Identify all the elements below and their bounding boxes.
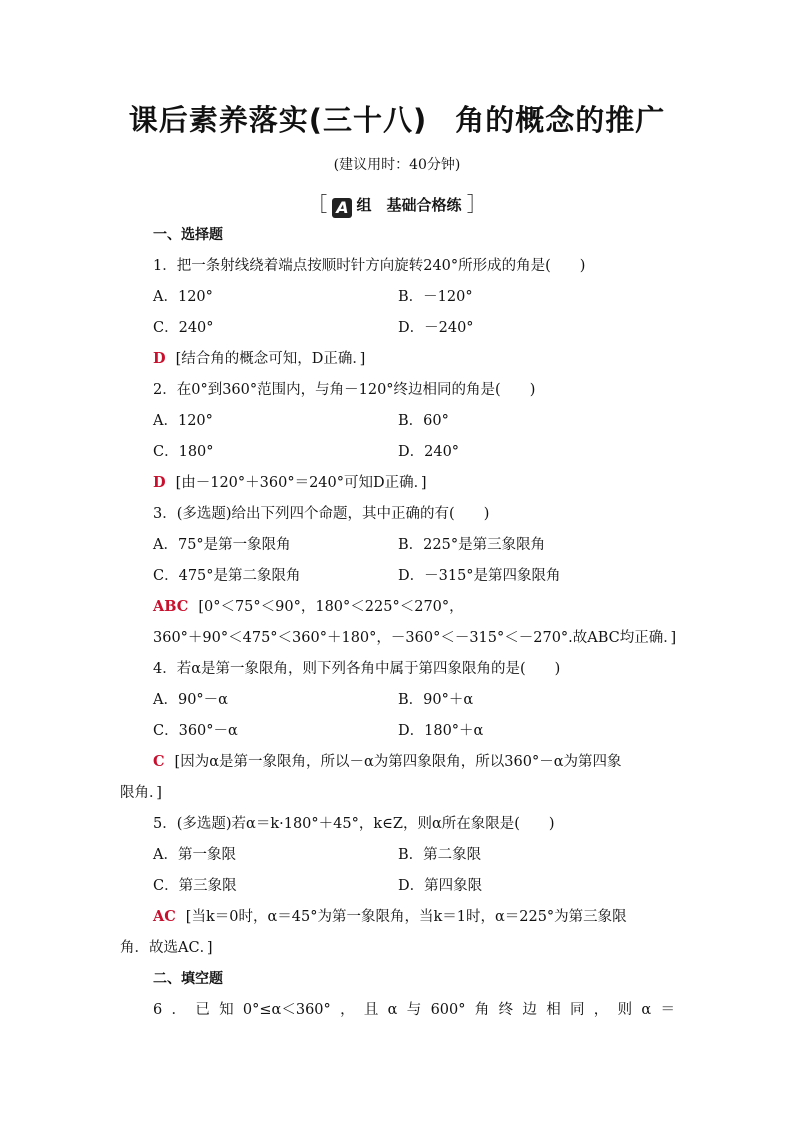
question-4-option-b: B．90°＋α xyxy=(398,692,474,708)
answer-key: ABC xyxy=(153,598,189,615)
question-5-option-d: D．第四象限 xyxy=(398,878,483,894)
question-1-answer xyxy=(153,349,365,369)
question-4-option-c: C．360°－α xyxy=(153,723,238,739)
question-5-option-a: A．第一象限 xyxy=(153,847,236,863)
question-4-stem: 4．若α是第一象限角，则下列各角中属于第四象限角的是( ) xyxy=(153,661,561,677)
question-4-option-d: D．180°＋α xyxy=(398,723,484,739)
answer-explanation: [结合角的概念可知，D正确．] xyxy=(175,351,366,367)
question-1-option-d: D．－240° xyxy=(398,320,474,336)
question-5-answer xyxy=(153,907,627,927)
question-1-option-b: B．－120° xyxy=(398,289,473,305)
answer-explanation: [因为α是第一象限角，所以－α为第四象限角，所以360°－α为第四象 xyxy=(174,754,622,770)
question-2-option-a: A．120° xyxy=(153,413,213,429)
question-2-option-c: C．180° xyxy=(153,444,214,460)
question-5-option-c: C．第三象限 xyxy=(153,878,237,894)
question-3-answer-cont: 360°＋90°＜475°＜360°＋180°，－360°＜－315°＜－270°.故ABC均正确．] xyxy=(153,630,677,646)
bracket-close: ］ xyxy=(466,192,487,216)
question-3-stem: 3．(多选题)给出下列四个命题，其中正确的有( ) xyxy=(153,506,490,522)
question-3-option-a: A．75°是第一象限角 xyxy=(153,537,291,553)
question-2-option-b: B．60° xyxy=(398,413,449,429)
answer-explanation: [由－120°＋360°＝240°可知D正确．] xyxy=(175,475,427,491)
time-note: (建议用时：40分钟) xyxy=(333,157,461,173)
title-sub: 角的概念的推广 xyxy=(455,103,666,137)
question-5-option-b: B．第二象限 xyxy=(398,847,482,863)
question-4-answer xyxy=(153,752,622,772)
answer-key: D xyxy=(153,474,166,491)
bracket-open: ［ xyxy=(307,192,328,216)
question-2-stem: 2．在0°到360°范围内，与角－120°终边相同的角是( ) xyxy=(153,382,536,398)
question-3-answer xyxy=(153,597,464,617)
question-5-stem: 5．(多选题)若α＝k·180°＋45°，k∈Z，则α所在象限是( ) xyxy=(153,816,555,832)
question-4-option-a: A．90°－α xyxy=(153,692,228,708)
question-1-option-a: A．120° xyxy=(153,289,213,305)
question-1-option-c: C．240° xyxy=(153,320,214,336)
group-badge: A xyxy=(332,198,352,218)
question-3-option-d: D．－315°是第四象限角 xyxy=(398,568,561,584)
question-1-stem: 1．把一条射线绕着端点按顺时针方向旋转240°所形成的角是( ) xyxy=(153,258,586,274)
section-heading-fill: 二、填空题 xyxy=(153,971,223,987)
answer-explanation: [当k＝0时，α＝45°为第一象限角，当k＝1时，α＝225°为第三象限 xyxy=(185,909,627,925)
answer-explanation: [0°＜75°＜90°，180°＜225°＜270°， xyxy=(198,599,464,615)
answer-key: C xyxy=(153,753,165,770)
question-3-option-b: B．225°是第三象限角 xyxy=(398,537,546,553)
group-heading xyxy=(0,188,794,218)
group-label: 组 基础合格练 xyxy=(356,196,462,214)
question-2-answer xyxy=(153,473,427,493)
question-5-answer-cont: 角．故选AC．] xyxy=(120,940,213,956)
answer-key: AC xyxy=(153,908,176,925)
title-main: 课后素养落实(三十八) xyxy=(128,103,428,137)
section-heading-choice: 一、选择题 xyxy=(153,227,223,243)
question-6-stem: 6．已知0°≤α＜360°，且α与600°角终边相同，则α＝ xyxy=(153,1002,675,1018)
question-3-option-c: C．475°是第二象限角 xyxy=(153,568,301,584)
answer-key: D xyxy=(153,350,166,367)
page-title xyxy=(0,98,794,139)
question-2-option-d: D．240° xyxy=(398,444,460,460)
question-4-answer-cont: 限角．] xyxy=(120,785,162,801)
